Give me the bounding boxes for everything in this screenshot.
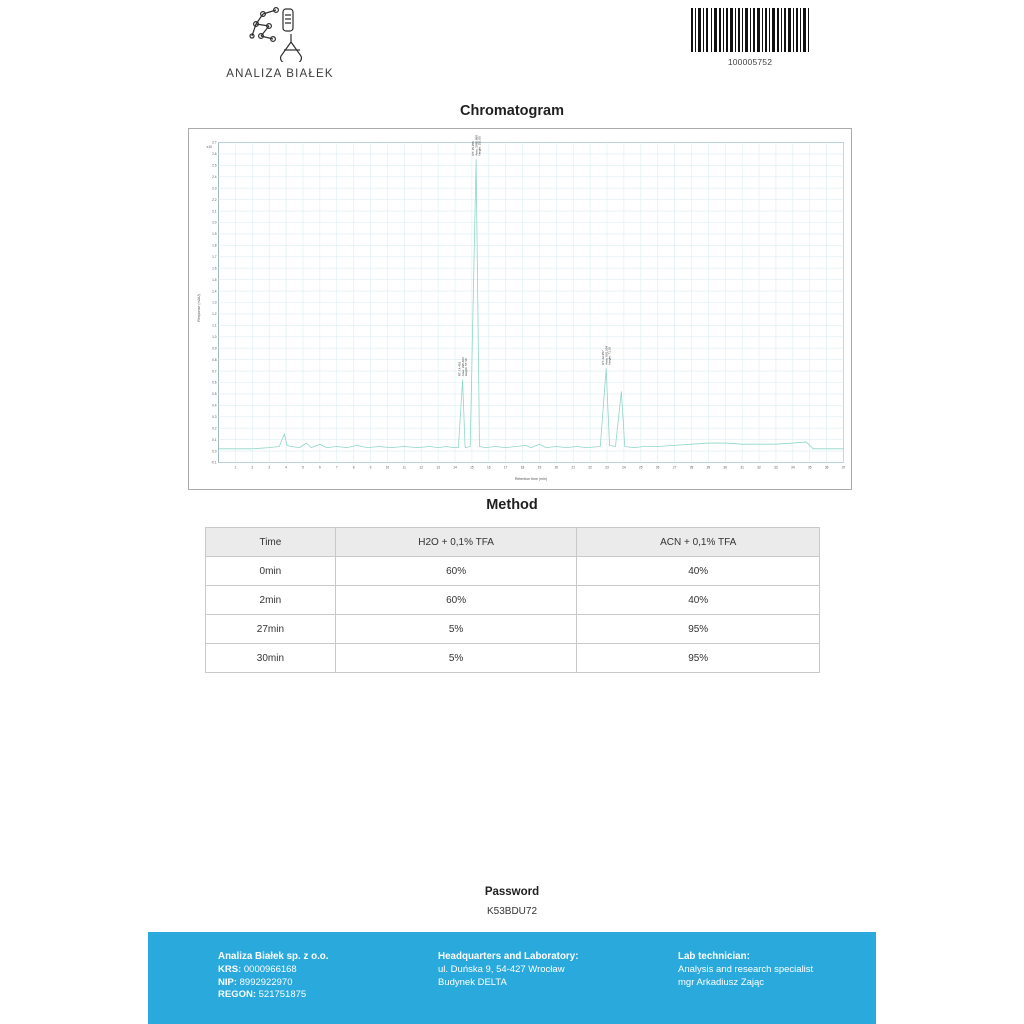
- molecule-flask-icon: [243, 6, 317, 62]
- svg-text:21: 21: [571, 465, 576, 470]
- document-footer: [148, 932, 876, 1024]
- svg-text:0.1: 0.1: [212, 437, 217, 442]
- svg-text:2: 2: [251, 465, 254, 470]
- footer-regon-value: 521751875: [258, 989, 307, 1001]
- svg-text:Area: 2980.889: Area: 2980.889: [474, 135, 479, 156]
- svg-text:x10: x10: [206, 145, 212, 149]
- svg-text:15: 15: [470, 465, 474, 470]
- svg-text:2.1: 2.1: [212, 209, 217, 214]
- svg-text:10: 10: [385, 465, 390, 470]
- footer-nip-label: NIP:: [218, 976, 237, 988]
- svg-text:32: 32: [757, 465, 761, 470]
- svg-text:1.7: 1.7: [212, 254, 217, 259]
- svg-text:24: 24: [622, 465, 626, 470]
- table-header-row: [206, 528, 820, 557]
- svg-text:33: 33: [774, 465, 778, 470]
- svg-text:1.8: 1.8: [212, 243, 217, 248]
- svg-text:5: 5: [302, 465, 304, 470]
- svg-text:0.8: 0.8: [212, 357, 217, 362]
- svg-text:0.5: 0.5: [212, 392, 217, 397]
- svg-text:0.0: 0.0: [212, 449, 217, 454]
- footer-address-block: [438, 950, 648, 989]
- svg-text:25: 25: [639, 465, 643, 470]
- cell-acn: 40%: [577, 586, 820, 615]
- document-header: [0, 0, 1024, 96]
- svg-text:1.3: 1.3: [212, 300, 217, 305]
- column-header-time: Time: [206, 528, 336, 557]
- svg-text:0.7: 0.7: [212, 369, 217, 374]
- svg-text:18: 18: [520, 465, 525, 470]
- footer-address-title: Headquarters and Laboratory:: [438, 951, 579, 962]
- footer-technician-line1: Analysis and research specialist: [678, 963, 814, 975]
- svg-text:0.2: 0.2: [212, 426, 217, 431]
- svg-text:31: 31: [740, 465, 744, 470]
- barcode-block: [686, 8, 814, 67]
- svg-text:RT: 15.255: RT: 15.255: [471, 141, 476, 156]
- svg-text:Response (mAU): Response (mAU): [197, 294, 201, 322]
- svg-text:22: 22: [588, 465, 592, 470]
- footer-address-line2: Budynek DELTA: [438, 976, 507, 988]
- svg-text:Height: 251.05: Height: 251.05: [477, 136, 482, 156]
- table-row: [206, 586, 820, 615]
- password-value: K53BDU72: [486, 906, 538, 917]
- svg-text:9: 9: [369, 465, 372, 470]
- svg-text:-0.1: -0.1: [211, 460, 217, 465]
- svg-text:20: 20: [554, 465, 559, 470]
- password-label: Password: [484, 886, 540, 898]
- svg-text:2.2: 2.2: [212, 197, 217, 202]
- footer-technician-line2: mgr Arkadiusz Zając: [678, 976, 765, 988]
- svg-text:0.9: 0.9: [212, 346, 217, 351]
- svg-text:34: 34: [791, 465, 795, 470]
- footer-krs-value: 0000966168: [243, 963, 297, 975]
- cell-acn: 95%: [577, 615, 820, 644]
- svg-text:1.5: 1.5: [212, 277, 217, 282]
- svg-text:RT: 14.453: RT: 14.453: [457, 361, 462, 377]
- svg-text:28: 28: [689, 465, 694, 470]
- table-row: [206, 615, 820, 644]
- svg-text:Retention time (min): Retention time (min): [514, 477, 548, 481]
- footer-technician-block: [678, 950, 868, 989]
- svg-text:14: 14: [453, 465, 457, 470]
- chromatogram-plot: [188, 128, 852, 490]
- svg-text:0.3: 0.3: [212, 414, 217, 419]
- cell-h2o: 60%: [335, 586, 577, 615]
- svg-text:1.6: 1.6: [212, 266, 217, 271]
- svg-text:1.9: 1.9: [212, 232, 217, 237]
- footer-company-name: Analiza Białek sp. z o.o.: [218, 951, 329, 962]
- cell-h2o: 60%: [335, 557, 577, 586]
- svg-text:Height: 71.26: Height: 71.26: [607, 346, 612, 365]
- column-header-h2o: H2O + 0,1% TFA: [335, 528, 577, 557]
- svg-text:23: 23: [605, 465, 609, 470]
- cell-time: 0min: [206, 557, 336, 586]
- svg-text:36: 36: [824, 465, 829, 470]
- company-logo: [205, 6, 355, 80]
- svg-text:8: 8: [352, 465, 355, 470]
- svg-text:17: 17: [503, 465, 508, 470]
- svg-text:1.4: 1.4: [212, 289, 217, 294]
- svg-text:26: 26: [655, 465, 660, 470]
- cell-time: 30min: [206, 644, 336, 673]
- svg-text:0.4: 0.4: [212, 403, 217, 408]
- svg-text:27: 27: [672, 465, 677, 470]
- svg-text:13: 13: [436, 465, 440, 470]
- cell-time: 27min: [206, 615, 336, 644]
- svg-text:35: 35: [807, 465, 812, 470]
- svg-text:1: 1: [234, 465, 237, 470]
- svg-text:7: 7: [335, 465, 338, 470]
- barcode-icon: [690, 8, 810, 52]
- svg-text:37: 37: [841, 465, 846, 470]
- svg-text:16: 16: [486, 465, 491, 470]
- footer-krs-label: KRS:: [218, 963, 242, 975]
- company-logo-text: ANALIZA BIAŁEK: [226, 68, 334, 80]
- svg-text:Area: 398.403: Area: 398.403: [460, 357, 465, 377]
- column-header-acn: ACN + 0,1% TFA: [577, 528, 820, 557]
- svg-text:2.7: 2.7: [212, 140, 217, 145]
- footer-company-block: [218, 950, 418, 1002]
- svg-text:RT: 22.957: RT: 22.957: [601, 350, 606, 365]
- svg-text:30: 30: [723, 465, 728, 470]
- svg-text:2.0: 2.0: [212, 220, 217, 225]
- svg-text:2.5: 2.5: [212, 163, 217, 168]
- footer-nip-value: 8992922970: [239, 976, 293, 988]
- cell-acn: 40%: [577, 557, 820, 586]
- svg-text:Area: 561.204: Area: 561.204: [604, 345, 609, 365]
- barcode-number: 100005752: [727, 57, 773, 67]
- cell-h2o: 5%: [335, 615, 577, 644]
- svg-text:6: 6: [318, 465, 321, 470]
- svg-text:2.6: 2.6: [212, 152, 217, 157]
- svg-text:12: 12: [419, 465, 423, 470]
- table-row: [206, 644, 820, 673]
- svg-text:1.1: 1.1: [212, 323, 217, 328]
- footer-technician-title: Lab technician:: [678, 951, 750, 962]
- svg-text:2.3: 2.3: [212, 186, 217, 191]
- chromatogram-chart: [188, 128, 852, 490]
- footer-address-line1: ul. Duńska 9, 54-427 Wrocław: [438, 963, 565, 975]
- svg-text:19: 19: [537, 465, 542, 470]
- svg-text:0.6: 0.6: [212, 380, 217, 385]
- method-title: Method: [486, 497, 538, 513]
- svg-text:29: 29: [706, 465, 711, 470]
- password-block: [0, 886, 1024, 917]
- table-row: [206, 557, 820, 586]
- svg-text:2.4: 2.4: [212, 174, 217, 179]
- svg-text:Height: 57.38: Height: 57.38: [463, 358, 468, 377]
- svg-text:11: 11: [402, 465, 406, 470]
- cell-time: 2min: [206, 586, 336, 615]
- method-table: [205, 527, 820, 673]
- chromatogram-title: Chromatogram: [460, 103, 564, 119]
- cell-acn: 95%: [577, 644, 820, 673]
- svg-text:3: 3: [268, 465, 271, 470]
- cell-h2o: 5%: [335, 644, 577, 673]
- svg-text:4: 4: [285, 465, 287, 470]
- svg-text:1.0: 1.0: [212, 334, 217, 339]
- footer-regon-label: REGON:: [218, 989, 256, 1001]
- svg-text:1.2: 1.2: [212, 312, 217, 317]
